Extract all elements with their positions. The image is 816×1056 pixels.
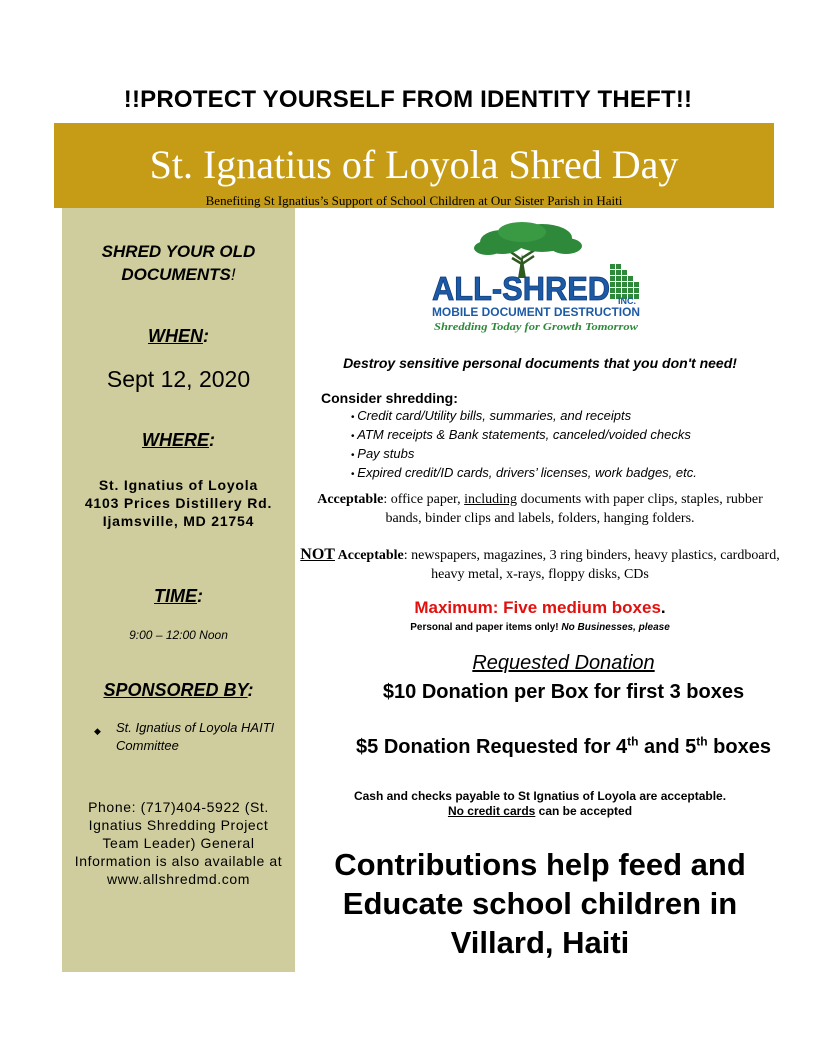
consider-shredding-heading: Consider shredding: xyxy=(321,390,458,406)
shred-documents-heading xyxy=(62,240,295,286)
no-credit-cards: No credit cards xyxy=(447,804,536,818)
top-headline: !!PROTECT YOURSELF FROM IDENTITY THEFT!! xyxy=(123,86,693,113)
event-date: Sept 12, 2020 xyxy=(106,366,251,392)
maximum-boxes xyxy=(300,598,780,618)
logo-inc: INC. xyxy=(618,296,636,306)
maximum-dot: . xyxy=(660,598,666,617)
list-item: • Pay stubs xyxy=(351,445,697,464)
max-note-plain: Personal and paper items only! xyxy=(410,622,562,633)
event-address xyxy=(62,476,295,530)
acceptable-text-pre: : office paper, xyxy=(383,492,465,507)
time-label: TIME xyxy=(154,586,197,606)
not-acceptable-items xyxy=(300,545,780,584)
list-item: • ATM receipts & Bank statements, canceled/voided checks xyxy=(351,426,697,445)
donation2-part-b: and 5 xyxy=(638,736,697,758)
shred-strips-icon xyxy=(610,264,639,299)
acceptable-items xyxy=(300,490,780,528)
logo-line: MOBILE DOCUMENT DESTRUCTION xyxy=(432,305,640,319)
shred-line2: DOCUMENTS xyxy=(121,265,231,284)
sponsored-by-label: SPONSORED BY xyxy=(103,680,248,700)
info-sidebar xyxy=(62,208,295,972)
address-line3: Ijamsville, MD 21754 xyxy=(102,513,255,529)
contributions-message: Contributions help feed and Educate school children in Villard, Haiti xyxy=(334,847,746,960)
acceptable-including: including xyxy=(464,492,518,507)
acceptable-label: Acceptable xyxy=(317,492,384,507)
logo-brand: ALL-SHRED xyxy=(432,270,610,307)
donation2-sup2: th xyxy=(696,734,708,749)
donation-extra-boxes xyxy=(300,734,816,761)
sponsored-colon: : xyxy=(247,680,254,700)
when-heading xyxy=(62,326,295,347)
where-colon: : xyxy=(209,430,215,450)
maximum-note xyxy=(300,622,780,633)
consider-shredding-list xyxy=(351,407,697,483)
max-note-italic: No Businesses, please xyxy=(561,622,670,633)
logo-tagline: Shredding Today for Growth Tomorrow xyxy=(434,322,639,333)
not-word: NOT xyxy=(300,546,335,563)
sponsor-name: St. Ignatius of Loyola HAITI Committee xyxy=(116,720,275,753)
donation2-sup1: th xyxy=(627,734,639,749)
shred-line1: SHRED YOUR OLD xyxy=(101,242,256,261)
not-acceptable-label: Acceptable xyxy=(334,548,404,563)
payment-text: Cash and checks payable to St Ignatius of Loyola are acceptable. xyxy=(353,789,727,803)
when-colon: : xyxy=(203,326,209,346)
event-hours: 9:00 – 12:00 Noon xyxy=(129,628,228,642)
time-colon: : xyxy=(197,586,203,606)
donation-heading: Requested Donation xyxy=(472,652,655,674)
contact-info: Phone: (717)404-5922 (St. Ignatius Shredding Project Team Leader) General Information is also available at www.allshredmd.com xyxy=(74,799,283,887)
not-acceptable-text: : newspapers, magazines, 3 ring binders, heavy plastics, cardboard, heavy metal, x-rays, floppy disks, CDs xyxy=(403,548,780,582)
donation2-part-c: boxes xyxy=(707,736,771,758)
banner-subtitle: Benefiting St Ignatius’s Support of School Children at Our Sister Parish in Haiti xyxy=(205,193,623,208)
where-heading xyxy=(62,430,295,451)
banner-title: St. Ignatius of Loyola Shred Day xyxy=(149,142,679,187)
maximum-text: Maximum: Five medium boxes xyxy=(414,598,661,617)
when-label: WHEN xyxy=(148,326,203,346)
main-tagline: Destroy sensitive personal documents that you don't need! xyxy=(343,355,737,371)
all-shred-logo xyxy=(430,220,648,336)
donation2-part-a: $5 Donation Requested for 4 xyxy=(356,736,628,758)
donation-first-boxes: $10 Donation per Box for first 3 boxes xyxy=(382,681,745,703)
sponsored-by-heading xyxy=(62,680,295,701)
address-line1: St. Ignatius of Loyola xyxy=(98,477,259,493)
list-item: • Credit card/Utility bills, summaries, and receipts xyxy=(351,407,697,426)
acceptable-text-post: documents with paper clips, staples, rubber bands, binder clips and labels, folders, hanging folders. xyxy=(385,492,763,526)
shred-exclamation: ! xyxy=(230,265,236,284)
time-heading xyxy=(62,586,295,607)
list-item: • Expired credit/ID cards, drivers’ licenses, work badges, etc. xyxy=(351,464,697,483)
diamond-bullet-icon: ◆ xyxy=(94,726,101,736)
where-label: WHERE xyxy=(142,430,209,450)
no-credit-post: can be accepted xyxy=(535,804,633,818)
payment-note xyxy=(300,789,780,819)
address-line2: 4103 Prices Distillery Rd. xyxy=(84,495,273,511)
